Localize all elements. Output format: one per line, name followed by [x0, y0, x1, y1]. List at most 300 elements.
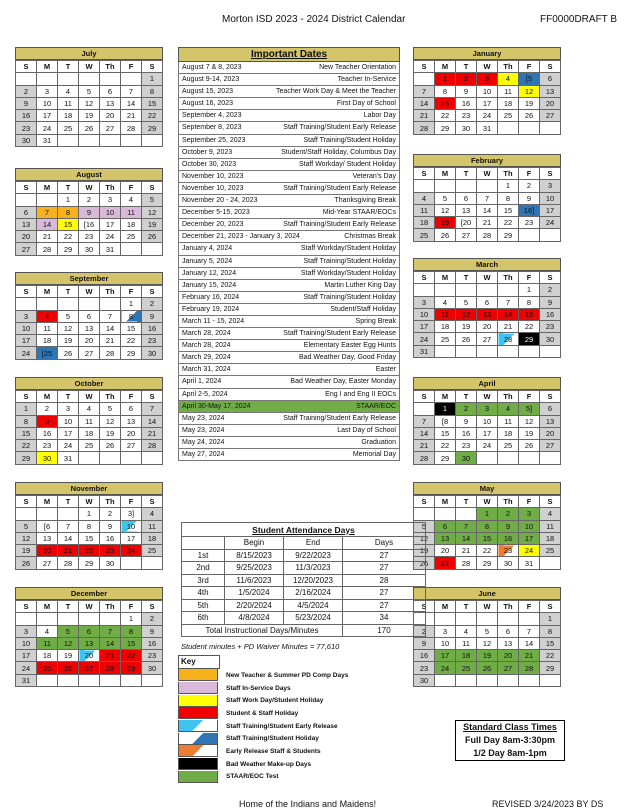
day-cell: 19 [435, 217, 456, 229]
month-title: August [15, 168, 163, 181]
day-cell: 7 [477, 192, 498, 204]
day-cell: 13 [79, 637, 100, 649]
weekday-header: S [16, 182, 37, 194]
weekday-header: S [414, 61, 435, 73]
event-text: Teacher In-Service [337, 76, 396, 84]
day-cell: 19 [142, 218, 163, 230]
day-cell: 21 [142, 427, 163, 439]
month-january [413, 47, 561, 135]
day-cell: 30 [414, 674, 435, 686]
day-cell: 30 [540, 333, 561, 345]
month-title: March [413, 258, 561, 271]
day-cell: 2 [519, 180, 540, 192]
day-cell: 9 [456, 85, 477, 97]
day-cell: 6 [16, 206, 37, 218]
day-cell: 30 [142, 347, 163, 359]
event-text: Eng I and Eng II EOCs [325, 390, 396, 398]
day-cell: 20 [37, 545, 58, 557]
day-cell: 7 [37, 206, 58, 218]
day-cell: 1 [142, 73, 163, 85]
weekday-header: F [121, 601, 142, 613]
key-row [178, 771, 348, 784]
day-cell: 8 [16, 415, 37, 427]
date-text: August 7 & 8, 2023 [182, 64, 242, 71]
day-cell: 10 [519, 520, 540, 532]
day-cell: 29 [498, 229, 519, 241]
day-cell: 9 [414, 637, 435, 649]
day-cell: 26 [477, 662, 498, 674]
empty-cell [142, 243, 163, 255]
day-cell: 5 [79, 85, 100, 97]
weekday-header: Th [498, 61, 519, 73]
empty-cell [477, 180, 498, 192]
day-cell: 29 [121, 662, 142, 674]
weekday-header: Th [100, 391, 121, 403]
month-title: July [15, 47, 163, 60]
weekday-header: M [37, 391, 58, 403]
empty-cell [456, 613, 477, 625]
empty-cell [79, 73, 100, 85]
day-cell: 1 [498, 180, 519, 192]
weekday-header: F [121, 61, 142, 73]
day-cell: 24 [16, 662, 37, 674]
attendance-cell: 9/22/2023 [284, 549, 343, 562]
date-text: May 23, 2024 [182, 414, 225, 422]
day-cell: 17 [477, 427, 498, 439]
weekday-header: W [477, 61, 498, 73]
empty-cell [79, 613, 100, 625]
important-date-row [178, 171, 400, 183]
event-text: First Day of School [336, 100, 396, 108]
day-cell: 27 [79, 347, 100, 359]
key-label: Staff Training/Student Holiday [226, 735, 319, 743]
day-cell: 31 [16, 674, 37, 686]
day-cell: 6 [435, 520, 456, 532]
day-cell: 31 [37, 134, 58, 146]
day-cell: 10 [16, 322, 37, 334]
day-cell: 22 [540, 650, 561, 662]
important-date-row [178, 231, 400, 243]
weekday-header: W [477, 391, 498, 403]
date-text: November 20 - 24, 2023 [182, 197, 258, 205]
day-cell: 30 [456, 452, 477, 464]
day-cell: 15 [498, 204, 519, 216]
empty-cell [477, 674, 498, 686]
weekday-header: Th [498, 496, 519, 508]
weekday-header: W [477, 601, 498, 613]
day-cell: 20 [100, 110, 121, 122]
empty-cell [16, 194, 37, 206]
day-cell: 28 [58, 557, 79, 569]
day-cell: [6 [37, 520, 58, 532]
day-cell: 27 [16, 243, 37, 255]
event-text: Staff Workday/Student Holiday [300, 245, 396, 253]
day-cell: 13 [456, 204, 477, 216]
day-cell: 24 [121, 545, 142, 557]
empty-cell [477, 452, 498, 464]
day-cell: 15 [58, 218, 79, 230]
day-cell: 18 [142, 532, 163, 544]
day-cell: 18 [498, 97, 519, 109]
standard-times-title: Standard Class Times [463, 722, 557, 732]
important-date-row [178, 413, 400, 425]
day-cell: 29 [540, 662, 561, 674]
empty-cell [540, 452, 561, 464]
empty-cell [435, 180, 456, 192]
date-text: August 15, 2023 [182, 88, 233, 96]
day-cell: 18 [435, 321, 456, 333]
weekday-header: S [540, 168, 561, 180]
day-cell: 2 [540, 284, 561, 296]
important-date-row [178, 292, 400, 304]
attendance-header: Days [343, 537, 426, 550]
day-cell: 5 [435, 192, 456, 204]
weekday-header: F [121, 391, 142, 403]
day-cell: 5] [519, 403, 540, 415]
day-cell: 19 [100, 427, 121, 439]
event-text: Student/Staff Holiday [330, 305, 396, 313]
day-cell: 22 [477, 545, 498, 557]
day-cell: 12 [435, 204, 456, 216]
day-cell: 25 [414, 229, 435, 241]
day-cell: 19 [519, 97, 540, 109]
day-cell: 17 [414, 321, 435, 333]
key-row [178, 732, 348, 745]
weekday-header: T [58, 601, 79, 613]
day-cell: 24 [100, 231, 121, 243]
empty-cell [121, 134, 142, 146]
weekday-header: T [456, 168, 477, 180]
attendance-cell: 2/16/2024 [284, 587, 343, 600]
day-cell: 4 [79, 403, 100, 415]
day-cell: 4 [37, 625, 58, 637]
empty-cell [121, 557, 142, 569]
empty-cell [456, 284, 477, 296]
empty-cell [79, 452, 100, 464]
day-cell: 24 [477, 440, 498, 452]
day-cell: 2 [498, 508, 519, 520]
key-label: Student & Staff Holiday [226, 709, 299, 717]
weekday-header: S [540, 61, 561, 73]
empty-cell [477, 284, 498, 296]
day-cell: 20 [435, 545, 456, 557]
attendance-cell: 28 [343, 574, 426, 587]
month-october [15, 377, 163, 465]
day-cell: 18 [37, 650, 58, 662]
event-text: Student/Staff Holiday, Columbus Day [281, 148, 396, 156]
date-text: May 27, 2024 [182, 451, 225, 458]
important-date-row [178, 183, 400, 195]
day-cell: 24 [414, 333, 435, 345]
day-cell: 8 [121, 310, 142, 322]
weekday-header: M [37, 182, 58, 194]
day-cell: 5 [414, 520, 435, 532]
day-cell: 25 [37, 662, 58, 674]
date-text: February 16, 2024 [182, 293, 240, 301]
weekday-header: S [540, 601, 561, 613]
day-cell: 1 [121, 298, 142, 310]
day-cell: 29 [58, 243, 79, 255]
key-row [178, 682, 348, 695]
event-text: Bad Weather Day, Good Friday [298, 354, 396, 362]
weekday-header: Th [100, 286, 121, 298]
weekday-header: W [477, 168, 498, 180]
day-cell: 3 [477, 73, 498, 85]
day-cell: 28 [519, 662, 540, 674]
day-cell: 13 [121, 415, 142, 427]
empty-cell [142, 452, 163, 464]
weekday-header: M [435, 272, 456, 284]
day-cell: 28 [142, 440, 163, 452]
day-cell: 2 [37, 403, 58, 415]
event-text: Christmas Break [344, 233, 396, 241]
event-text: Staff Training/Student Early Release [283, 414, 396, 422]
empty-cell [121, 452, 142, 464]
date-text: August 16, 2023 [182, 100, 233, 108]
weekday-header: W [79, 61, 100, 73]
day-cell: 4 [540, 508, 561, 520]
weekday-header: F [519, 272, 540, 284]
day-cell: 15 [142, 97, 163, 109]
weekday-header: F [519, 61, 540, 73]
day-cell: 23 [142, 650, 163, 662]
day-cell: 4 [498, 403, 519, 415]
day-cell: 13 [540, 415, 561, 427]
day-cell: 30 [37, 452, 58, 464]
day-cell: 27 [121, 440, 142, 452]
day-cell: 14 [121, 97, 142, 109]
key-row [178, 669, 348, 682]
day-cell: 4 [498, 73, 519, 85]
empty-cell [37, 73, 58, 85]
day-cell: 12 [414, 532, 435, 544]
day-cell: 17 [58, 427, 79, 439]
day-cell: 9 [100, 520, 121, 532]
weekday-header: F [121, 496, 142, 508]
day-cell: 22 [435, 440, 456, 452]
key-swatch [178, 695, 218, 707]
standard-class-times [455, 720, 565, 761]
day-cell: 3 [540, 180, 561, 192]
month-november [15, 482, 163, 570]
important-date-row [178, 364, 400, 376]
day-cell: 27 [540, 110, 561, 122]
day-cell: 26 [435, 229, 456, 241]
day-cell: 1 [121, 613, 142, 625]
day-cell: 27 [498, 662, 519, 674]
empty-cell [16, 298, 37, 310]
day-cell: 23 [16, 122, 37, 134]
day-cell: 26 [414, 557, 435, 569]
day-cell: 2 [142, 298, 163, 310]
day-cell: 8 [435, 85, 456, 97]
empty-cell [79, 298, 100, 310]
day-cell: 21 [414, 110, 435, 122]
day-cell: 11 [37, 637, 58, 649]
day-cell: 9 [498, 520, 519, 532]
day-cell: 5 [58, 625, 79, 637]
footer-revision: REVISED 3/24/2023 BY DS [492, 799, 604, 809]
weekday-header: F [519, 496, 540, 508]
key-label: New Teacher & Summer PD Comp Days [226, 671, 349, 679]
weekday-header: M [435, 391, 456, 403]
day-cell: 30 [100, 557, 121, 569]
day-cell: 28 [498, 333, 519, 345]
date-text: March 28, 2024 [182, 342, 231, 350]
day-cell: 12 [58, 637, 79, 649]
day-cell: 12 [477, 637, 498, 649]
day-cell: 11 [456, 637, 477, 649]
empty-cell [79, 674, 100, 686]
empty-cell [498, 345, 519, 357]
weekday-header: T [58, 391, 79, 403]
day-cell: 9 [519, 192, 540, 204]
day-cell: 21 [100, 650, 121, 662]
day-cell: 18 [58, 110, 79, 122]
day-cell: 17 [16, 650, 37, 662]
weekday-header: S [414, 496, 435, 508]
day-cell: 12 [519, 85, 540, 97]
day-cell: 3 [16, 310, 37, 322]
color-key [178, 655, 348, 783]
day-cell: 26 [519, 440, 540, 452]
day-cell: 4 [456, 625, 477, 637]
weekday-header: T [58, 61, 79, 73]
important-date-row [178, 376, 400, 388]
weekday-header: S [142, 391, 163, 403]
weekday-header: W [79, 182, 100, 194]
event-text: Staff Training/Student Holiday [303, 257, 396, 265]
empty-cell [540, 122, 561, 134]
empty-cell [519, 345, 540, 357]
weekday-header: S [16, 601, 37, 613]
day-cell: 21 [456, 545, 477, 557]
attendance-title: Student Attendance Days [182, 523, 426, 537]
day-cell: 23 [142, 335, 163, 347]
day-cell: 26 [456, 333, 477, 345]
day-cell: 11 [498, 85, 519, 97]
day-cell: 5 [100, 403, 121, 415]
day-cell: 23 [37, 440, 58, 452]
empty-cell [100, 613, 121, 625]
day-cell: [8 [435, 415, 456, 427]
weekday-header: M [435, 61, 456, 73]
day-cell: 2 [79, 194, 100, 206]
day-cell: 29 [142, 122, 163, 134]
day-cell: 4 [121, 194, 142, 206]
weekday-header: S [414, 601, 435, 613]
day-cell: 17 [519, 532, 540, 544]
day-cell: 8 [121, 625, 142, 637]
event-text: Last Day of School [337, 426, 396, 434]
day-cell: 29 [435, 452, 456, 464]
important-dates-title: Important Dates [178, 47, 400, 62]
day-cell: 16 [142, 322, 163, 334]
day-cell: 17 [435, 650, 456, 662]
important-date-row [178, 389, 400, 401]
important-date-row [178, 437, 400, 449]
event-text: Easter [375, 366, 396, 374]
day-cell: 29 [79, 557, 100, 569]
day-cell: 31 [414, 345, 435, 357]
empty-cell [540, 229, 561, 241]
important-date-row [178, 304, 400, 316]
day-cell: 7 [142, 403, 163, 415]
day-cell: 22 [121, 335, 142, 347]
attendance-cell: 3rd [182, 574, 225, 587]
date-text: May 23, 2024 [182, 426, 225, 434]
empty-cell [498, 122, 519, 134]
day-cell: 1 [58, 194, 79, 206]
important-date-row [178, 352, 400, 364]
day-cell: 5 [456, 296, 477, 308]
day-cell: 28 [456, 557, 477, 569]
day-cell: 29 [121, 347, 142, 359]
day-cell: 12 [519, 415, 540, 427]
day-cell: 11 [37, 322, 58, 334]
empty-cell [540, 345, 561, 357]
empty-cell [414, 508, 435, 520]
date-text: November 10, 2023 [182, 184, 244, 192]
event-text: Staff Training/Student Early Release [283, 330, 396, 338]
important-date-row [178, 74, 400, 86]
day-cell: 21 [498, 321, 519, 333]
day-cell: 7 [100, 310, 121, 322]
event-text: Spring Break [355, 317, 396, 325]
weekday-header: S [540, 272, 561, 284]
day-cell: 4 [142, 508, 163, 520]
day-cell: 14 [100, 322, 121, 334]
day-cell: 6 [100, 85, 121, 97]
attendance-cell: 2/20/2024 [225, 599, 284, 612]
day-cell: 26 [79, 122, 100, 134]
month-title: November [15, 482, 163, 495]
empty-cell [37, 674, 58, 686]
important-date-row [178, 159, 400, 171]
day-cell: 6 [540, 73, 561, 85]
day-cell: 17 [37, 110, 58, 122]
day-cell: 18 [456, 650, 477, 662]
event-text: Staff Training/Student Holiday [303, 136, 396, 144]
weekday-header: T [456, 61, 477, 73]
weekday-header: Th [498, 272, 519, 284]
day-cell: 18 [498, 427, 519, 439]
important-date-row [178, 401, 400, 413]
day-cell: 27 [79, 662, 100, 674]
weekday-header: F [519, 168, 540, 180]
day-cell: 26 [100, 440, 121, 452]
day-cell: 25 [79, 440, 100, 452]
important-dates-panel [178, 47, 400, 461]
date-text: September 25, 2023 [182, 136, 246, 144]
day-cell: 25 [540, 545, 561, 557]
day-cell: 16 [456, 97, 477, 109]
event-text: Staff Training/Student Early Release [283, 184, 396, 192]
day-cell: 21 [519, 650, 540, 662]
empty-cell [456, 508, 477, 520]
day-cell: 14 [142, 415, 163, 427]
day-cell: 28 [414, 122, 435, 134]
weekday-header: S [142, 601, 163, 613]
day-cell: 17 [540, 204, 561, 216]
day-cell: 23 [414, 662, 435, 674]
weekday-header: M [435, 496, 456, 508]
day-cell: 21 [121, 110, 142, 122]
date-text: April 1, 2024 [182, 378, 222, 386]
day-cell: 14 [414, 97, 435, 109]
key-row [178, 758, 348, 771]
empty-cell [456, 674, 477, 686]
